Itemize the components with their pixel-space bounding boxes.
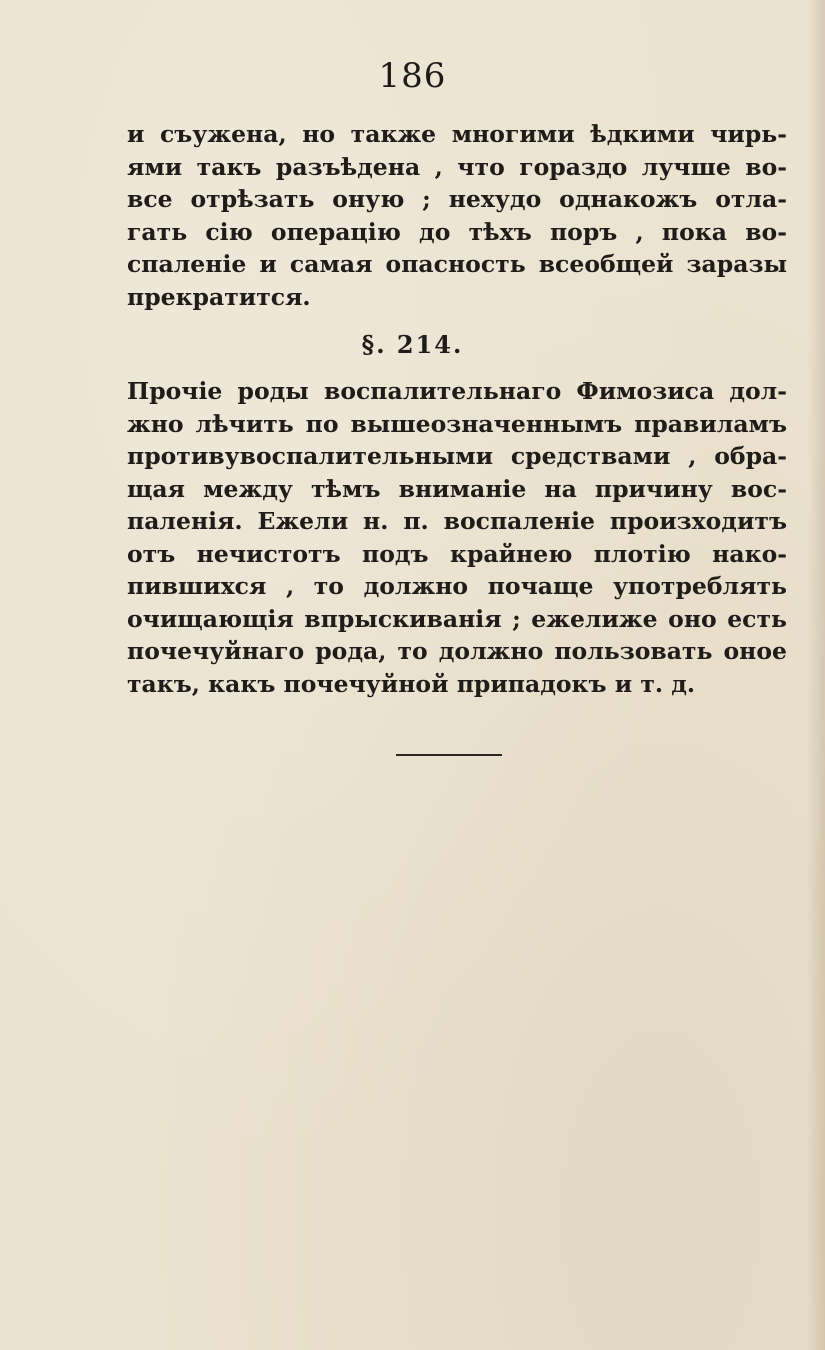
section-heading: §. 214. — [361, 330, 464, 359]
text-line: такъ, какъ почечуйной припадокъ и т. д. — [127, 669, 696, 698]
page-edge-shadow — [807, 0, 825, 1350]
text-line: очищающія впрыскиванія ; ежелиже оно есть — [127, 604, 787, 633]
page-number: 186 — [378, 56, 447, 96]
text-line: почечуйнаго рода, то должно пользовать оное — [127, 637, 787, 665]
text-line: прекратится. — [127, 282, 311, 311]
text-line: пившихся , то должно почаще употреблять — [127, 572, 787, 600]
text-line: ями такъ разъѣдена , что гораздо лучше во- — [127, 152, 787, 181]
text-line: и съужена, но также многими ѣдкими чирь- — [127, 120, 787, 148]
text-line: все отрѣзать оную ; нехудо однакожъ отла- — [127, 185, 787, 213]
text-line: отъ нечистотъ подъ крайнею плотію нако- — [127, 539, 787, 568]
paragraph-1 — [127, 118, 787, 313]
text-line: жно лѣчить по вышеозначеннымъ правиламъ — [127, 409, 787, 438]
text-line: гать сію операцію до тѣхъ поръ , пока во- — [127, 217, 787, 246]
text-line: паленія. Ежели н. п. воспаленіе произходитъ — [127, 507, 787, 535]
paragraph-2 — [127, 375, 787, 700]
text-line: щая между тѣмъ вниманіе на причину вос- — [127, 474, 787, 503]
text-line: противувоспалительными средствами , обра- — [127, 442, 787, 470]
text-line: спаленіе и самая опасность всеобщей заразы — [127, 250, 787, 278]
text-line: Прочіе роды воспалительнаго Фимозиса дол- — [127, 377, 787, 405]
end-rule-divider — [396, 754, 502, 756]
